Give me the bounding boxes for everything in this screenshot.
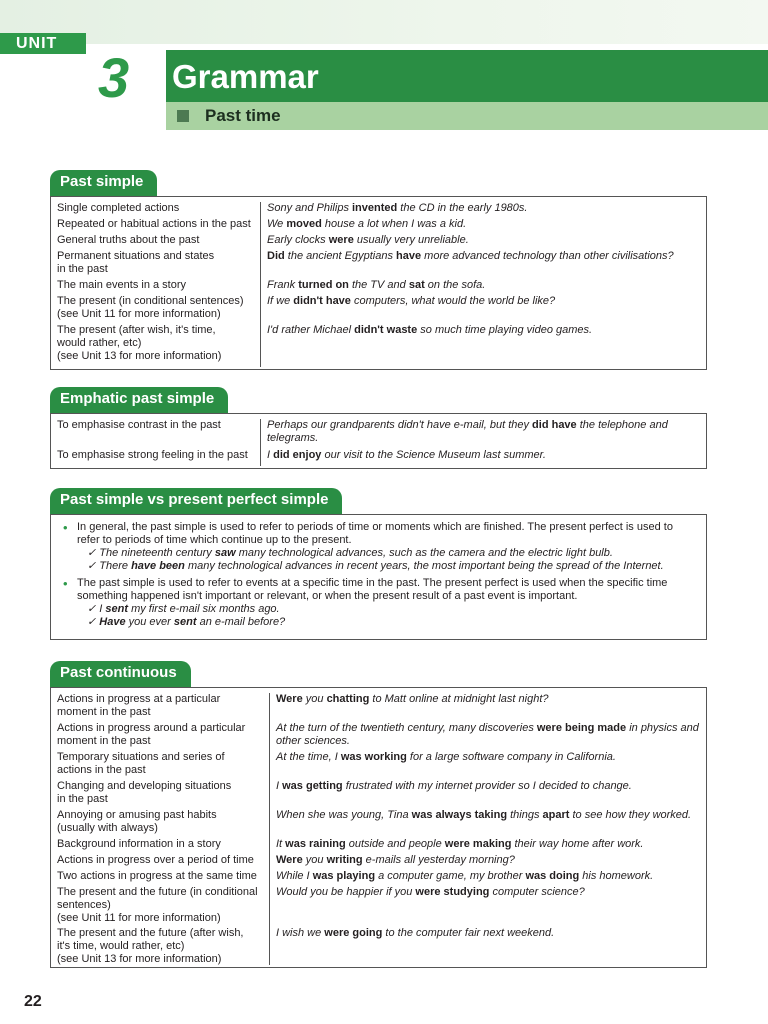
example-sentence: I'd rather Michael didn't waste so much time playing video games. [267,324,593,336]
example-sentence: Did the ancient Egyptians have more advanced technology than other civilisations? [267,250,674,262]
table-row [51,722,706,748]
table-row [51,250,706,276]
usage-label: Single completed actions [57,202,180,214]
example-sentence: At the turn of the twentieth century, many discoveries were being made in physics and other sciences. [276,722,699,747]
bullet-item [61,521,696,573]
page-title: Grammar [172,58,319,95]
example-sentence: Were you writing e-mails all yesterday morning? [276,854,515,866]
table-row [51,838,706,851]
example-sentence: Were you chatting to Matt online at midnight last night? [276,693,549,705]
column-divider [269,693,270,965]
bullet-dot-icon: • [63,576,68,591]
bullet-text: The past simple is used to refer to events at a specific time in the past. The present perfect is used when the specific time something happened isn't important or relevant, or when the present result of a past event is important. [77,577,668,602]
unit-label: UNIT [0,33,86,54]
usage-table [50,413,707,469]
bullet-item [61,577,696,629]
table-row [51,202,706,215]
example-sentence: I was getting frustrated with my internet provider so I decided to change. [276,780,632,792]
table-row [51,693,706,719]
example-sentence: Would you be happier if you were studying computer science? [276,886,585,898]
table-row [51,854,706,867]
usage-label: The present (after wish, it's time, would rather, etc) (see Unit 13 for more information) [57,324,222,362]
bullet-text: In general, the past simple is used to refer to periods of time or moments which are finished. The present perfect is used to refer to periods of time which continue up to the present. [77,521,673,546]
example-sentence: ✓ Have you ever sent an e-mail before? [87,616,286,628]
example-sentence: We moved house a lot when I was a kid. [267,218,467,230]
usage-label: Repeated or habitual actions in the past [57,218,251,230]
section-title: Past simple vs present perfect simple [50,488,342,514]
example-sentence: While I was playing a computer game, my brother was doing his homework. [276,870,654,882]
table-row [51,295,706,321]
usage-label: The present (in conditional sentences) (see Unit 11 for more information) [57,295,244,320]
bullet-list [51,515,706,639]
column-divider [260,419,261,466]
unit-number: 3 [98,46,130,109]
example-sentence: When she was young, Tina was always taking things apart to see how they worked. [276,809,692,821]
column-divider [260,202,261,367]
table-row [51,927,706,966]
example-sentence: I wish we were going to the computer fair next weekend. [276,927,555,939]
table-row [51,780,706,806]
example-sentence: At the time, I was working for a large software company in California. [276,751,616,763]
section-title: Past continuous [50,661,191,687]
usage-label: Actions in progress around a particular moment in the past [57,722,246,747]
usage-label: Two actions in progress at the same time [57,870,257,882]
usage-table [50,196,707,370]
page-subtitle: Past time [205,106,281,125]
table-row [51,234,706,247]
example-sentence: I did enjoy our visit to the Science Museum last summer. [267,449,546,461]
example-sentence: Perhaps our grandparents didn't have e-mail, but they did have the telephone and telegrams. [267,419,668,444]
example-sentence: If we didn't have computers, what would the world be like? [267,295,556,307]
usage-label: The present and the future (in conditional sentences) (see Unit 11 for more information) [57,886,258,924]
usage-label: The present and the future (after wish, it's time, would rather, etc) (see Unit 13 for more information) [57,927,244,965]
table-row [51,419,706,445]
header-band [0,0,768,44]
section-emphatic-past-simple [50,387,707,469]
square-bullet-icon [177,110,189,122]
usage-label: To emphasise strong feeling in the past [57,449,248,461]
table-row [51,809,706,835]
table-row [51,886,706,925]
table-row [51,279,706,292]
table-row [51,449,706,462]
example-sentence: Early clocks were usually very unreliable. [267,234,469,246]
example-sentence: Sony and Philips invented the CD in the early 1980s. [267,202,528,214]
usage-label: Actions in progress over a period of time [57,854,254,866]
section-past-continuous [50,661,707,968]
usage-label: Annoying or amusing past habits (usually with always) [57,809,217,834]
table-row [51,870,706,883]
usage-label: Changing and developing situations in the past [57,780,232,805]
usage-label: To emphasise contrast in the past [57,419,221,431]
usage-label: Temporary situations and series of actions in the past [57,751,225,776]
section-past-simple [50,170,707,370]
bullet-dot-icon: • [63,520,68,535]
table-row [51,218,706,231]
section-title: Past simple [50,170,157,196]
table-row [51,751,706,777]
usage-label: Background information in a story [57,838,221,850]
example-sentence: ✓ There have been many technological advances in recent years, the most important being the spread of the Internet. [87,560,664,572]
usage-label: General truths about the past [57,234,200,246]
usage-label: Permanent situations and states in the past [57,250,215,275]
section-past-simple-vs-present-perfect [50,488,707,640]
page-number: 22 [24,993,42,1010]
example-sentence: ✓ The nineteenth century saw many technological advances, such as the camera and the electric light bulb. [87,547,613,559]
example-sentence: It was raining outside and people were making their way home after work. [276,838,644,850]
usage-table [50,687,707,968]
table-row [51,324,706,363]
example-sentence: Frank turned on the TV and sat on the sofa. [267,279,486,291]
example-sentence: ✓ I sent my first e-mail six months ago. [87,603,280,615]
usage-label: The main events in a story [57,279,187,291]
usage-label: Actions in progress at a particular moment in the past [57,693,221,718]
explanation-box [50,514,707,640]
section-title: Emphatic past simple [50,387,228,413]
